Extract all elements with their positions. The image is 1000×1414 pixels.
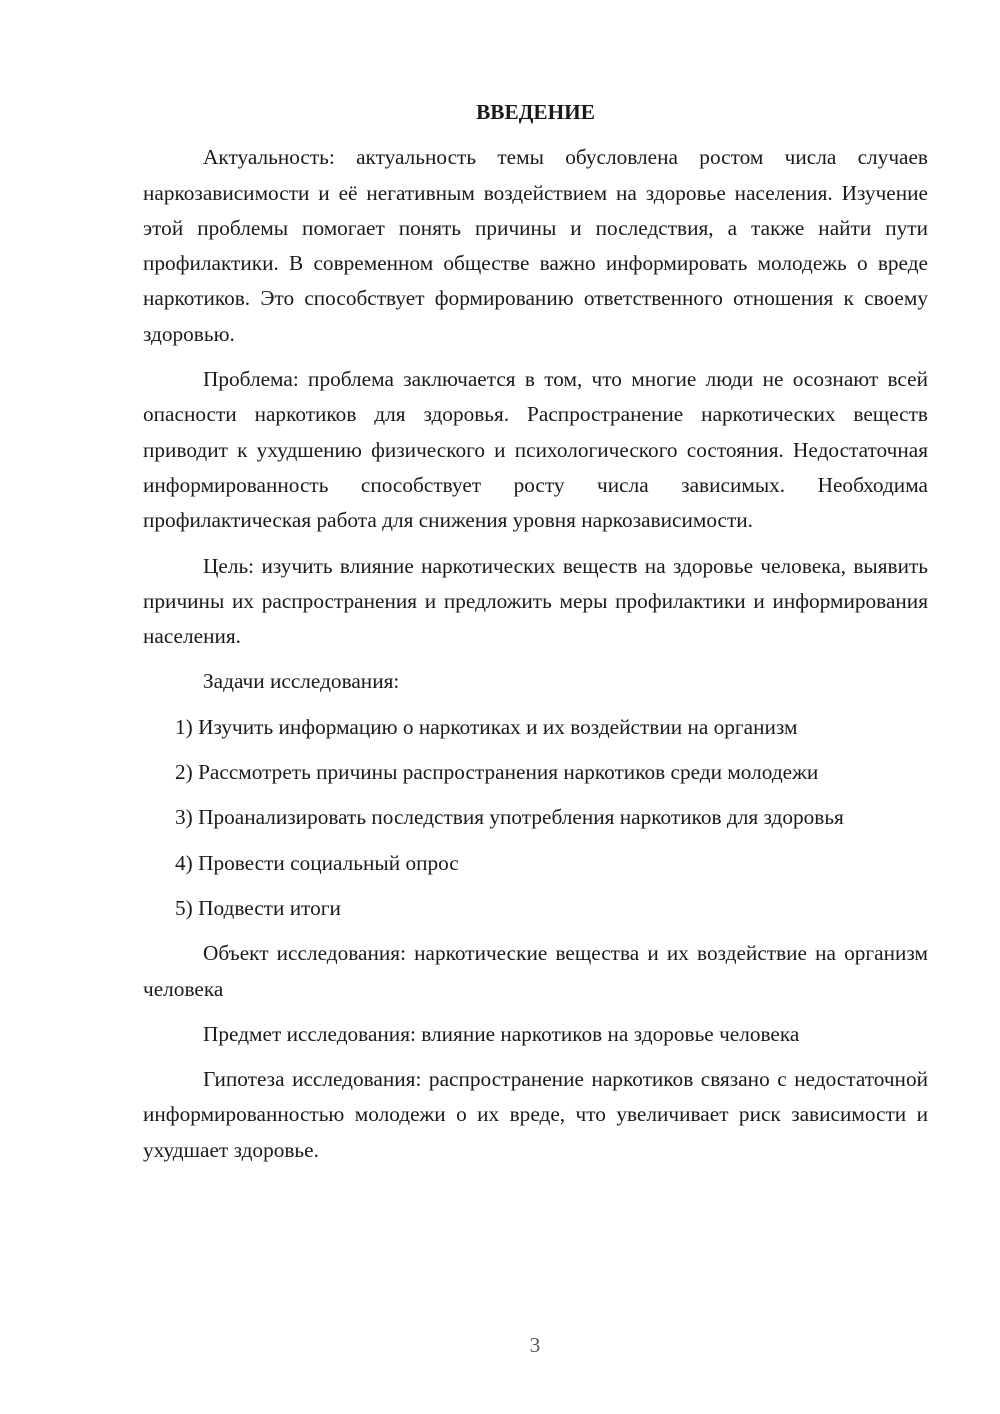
page-number: 3 [529,1333,541,1357]
task-item-4: 4) Провести социальный опрос [175,850,459,875]
task-item-2: 2) Рассмотреть причины распространения наркотиков среди молодежи [175,760,819,785]
document-title: ВВЕДЕНИЕ [476,100,595,124]
task-item-3: 3) Проанализировать последствия употребления наркотиков для здоровья [175,805,844,830]
task-item-1: 1) Изучить информацию о наркотиках и их воздействии на организм [175,714,798,739]
paragraph-relevance: Актуальность: актуальность темы обусловлена ростом числа случаев наркозависимости и её негативным воздействием на здоровье населения. Изучение этой проблемы помогает понять причины и последствия, а также найти пути профилактики. В современном обществе важно информировать молодежь о вреде наркотиков. Это способствует формированию ответственного отношения к своему здоровью. [143,145,928,346]
document-page [143,95,928,1178]
tasks-heading: Задачи исследования: [203,669,400,694]
paragraph-hypothesis: Гипотеза исследования: распространение наркотиков связано с недостаточной информированностью молодежи о их вреде, что увеличивает риск зависимости и ухудшает здоровье. [143,1067,928,1162]
paragraph-goal: Цель: изучить влияние наркотических веществ на здоровье человека, выявить причины их распространения и предложить меры профилактики и информирования населения. [143,553,928,649]
paragraph-subject: Предмет исследования: влияние наркотиков на здоровье человека [203,1021,800,1046]
task-item-5: 5) Подвести итоги [175,895,341,920]
paragraph-problem: Проблема: проблема заключается в том, что многие люди не осознают всей опасности наркотиков для здоровья. Распространение наркотических веществ приводит к ухудшению физического и психологического состояния. Недостаточная информированность способствует росту числа зависимых. Необходима профилактическая работа для снижения уровня наркозависимости. [143,367,928,533]
paragraph-object: Объект исследования: наркотические вещества и их воздействие на организм человека [143,941,928,1001]
